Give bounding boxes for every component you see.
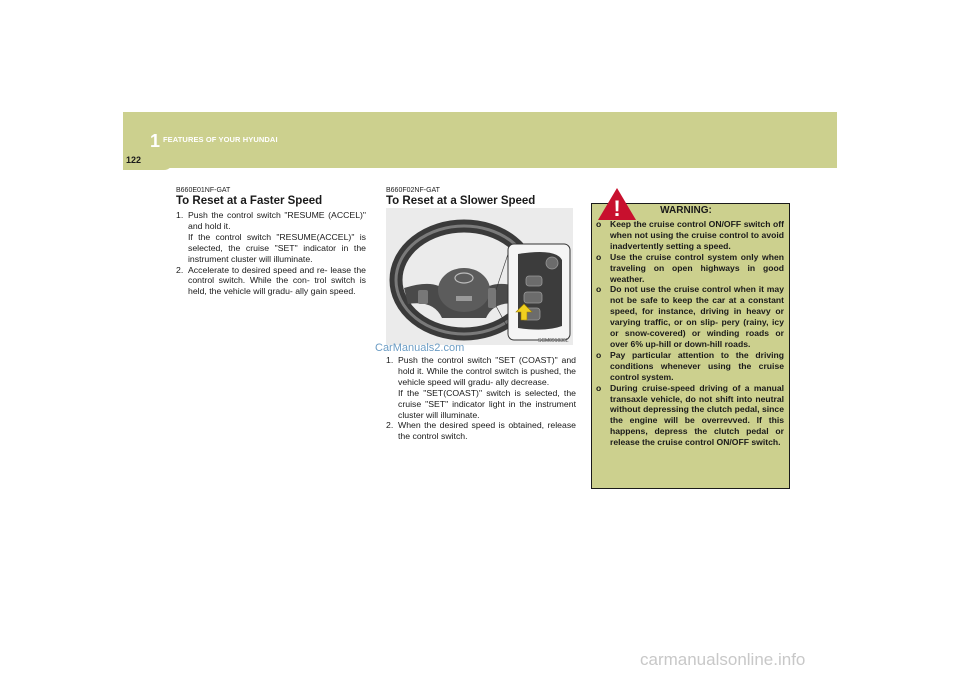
warning-list <box>596 219 784 448</box>
warning-icon <box>596 186 638 222</box>
page-number: 122 <box>126 155 142 165</box>
warning-item: o During cruise-speed driving of a manual transaxle vehicle, do not shift into neutral without depressing the clutch pedal, since the engine will be overrevved. If this happens, depress the clutch pedal or release the cruise control ON/OFF switch. <box>596 382 784 448</box>
warning-item: o Use the cruise control system only when traveling on open highways in good weather. <box>596 251 784 284</box>
section-heading: To Reset at a Faster Speed <box>176 195 323 207</box>
warning-title: WARNING: <box>660 205 712 216</box>
chapter-number: 1 <box>150 131 161 151</box>
faster-speed-section <box>176 187 366 297</box>
chapter-title: FEATURES OF YOUR HYUNDAI <box>163 135 278 144</box>
step-item: 1. Push the control switch "SET (COAST)" and hold it. While the control switch is pushed, the vehicle speed will gradu- ally decrease. If the "SET(COAST)" switch is selected, the cruise "SET" indicator light in the instrument cluster will illuminate. <box>386 355 576 420</box>
step-item: 2. Accelerate to desired speed and re- lease the control switch. While the con- trol switch is held, the vehicle will gradu- ally gain speed. <box>176 264 366 297</box>
slower-speed-steps <box>386 355 576 442</box>
watermark-link[interactable]: CarManuals2.com <box>375 342 465 354</box>
footer-watermark[interactable]: carmanualsonline.info <box>640 650 806 669</box>
section-code: B660F02NF-GAT <box>386 187 440 194</box>
steering-wheel-image <box>386 208 573 345</box>
image-code: SCM091036L <box>538 338 569 344</box>
svg-text:!: ! <box>613 196 621 221</box>
step-item: 1. Push the control switch "RESUME (ACCEL)" and hold it. If the control switch "RESUME(ACCEL)" is selected, the cruise "SET" indicator in the instrument cluster will illuminate. <box>176 210 366 264</box>
warning-item: o Pay particular attention to the driving conditions whenever using the cruise control system. <box>596 349 784 382</box>
section-heading: To Reset at a Slower Speed <box>386 195 536 207</box>
warning-item: o Do not use the cruise control when it may not be safe to keep the car at a constant speed, for instance, driving in heavy or varying traffic, or on slip- pery (rainy, icy or snow-covered) or winding roads or over 6% up-hill or down-hill roads. <box>596 284 784 349</box>
warning-item: o Keep the cruise control ON/OFF switch off when not using the cruise control to avoid inadvertently setting a speed. <box>596 219 784 251</box>
section-code: B660E01NF-GAT <box>176 187 231 194</box>
step-item: 2. When the desired speed is obtained, release the control switch. <box>386 420 576 442</box>
slower-speed-header <box>386 187 576 210</box>
